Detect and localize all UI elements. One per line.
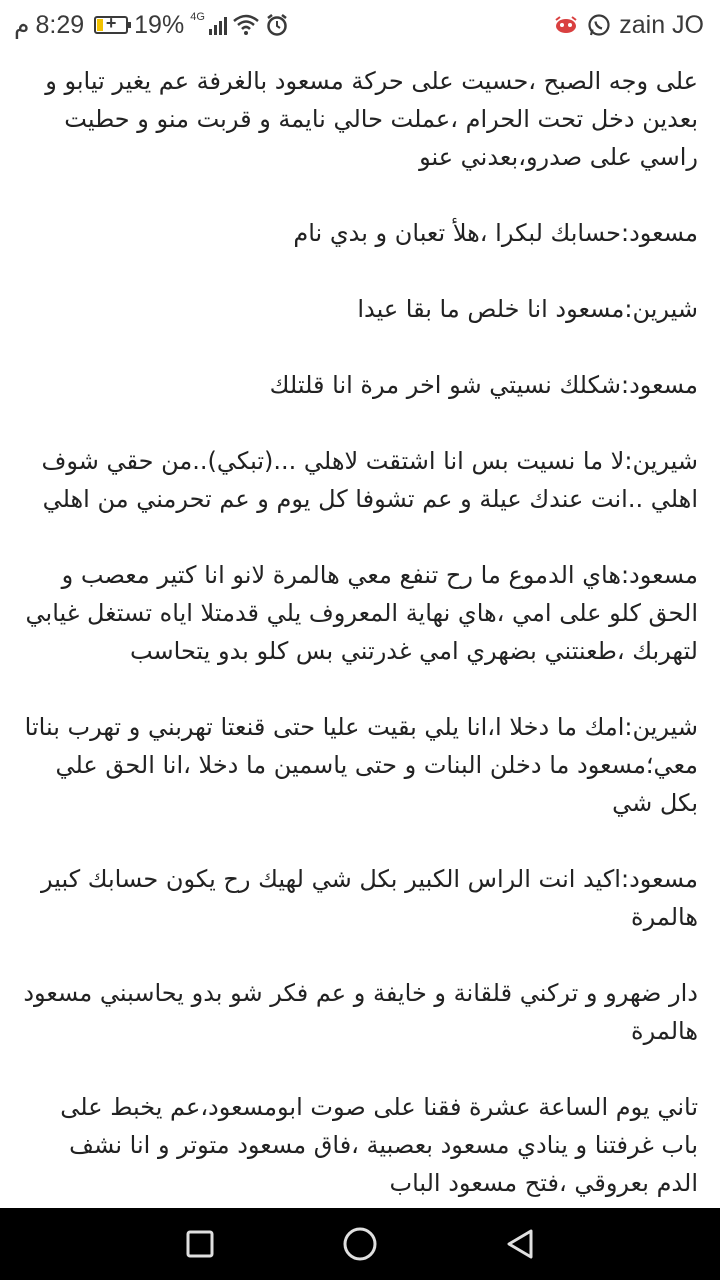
whatsapp-icon: [587, 13, 611, 37]
charging-plus-icon: +: [105, 13, 117, 33]
battery-icon: [94, 13, 128, 34]
clock: 8:29: [35, 10, 85, 39]
network-type: 4G: [190, 11, 205, 23]
paragraph: على وجه الصبح ،حسيت على حركة مسعود بالغرفة عم يغير تيابو و بعدين دخل تحت الحرام ،عملت حالي نايمة و قربت منو و حطيت راسي على صدرو،بعدني عنو: [45, 67, 698, 171]
notification-icon: [553, 14, 579, 36]
am-pm-indicator: م: [14, 11, 30, 39]
square-icon: [185, 1229, 215, 1259]
paragraph: مسعود:هاي الدموع ما رح تنفع معي هالمرة لانو انا كتير معصب و الحق كلو على امي ،هاي نهاية المعروف يلي قدمتلا اياه تستغل غيابي لتهربك ،طعنتني بضهري امي غدرتني بس كلو بدو يتحاسب: [25, 561, 698, 665]
wifi-icon: [233, 14, 259, 36]
paragraph: شيرين:امك ما دخلا ا،انا يلي بقيت عليا حتى قنعتا تهربني و تهرب بناتا معي؛مسعود ما دخلن البنات و حتى ياسمين ما دخلا ،انا الحق علي بكل شي: [24, 713, 698, 817]
recent-apps-button[interactable]: [140, 1208, 260, 1280]
paragraph: شيرين:لا ما نسيت بس انا اشتقت لاهلي ...(تبكي)..من حقي شوف اهلي ..انت عندك عيلة و عم تشوفا كل يوم و عم تحرمني من اهلي: [41, 447, 698, 513]
paragraph: مسعود:حسابك لبكرا ،هلأ تعبان و بدي نام: [293, 219, 698, 247]
battery-percent: 19%: [134, 10, 185, 39]
paragraph: دار ضهرو و تركني قلقانة و خايفة و عم فكر شو بدو يحاسبني مسعود هالمرة: [23, 979, 698, 1045]
signal-icon: [209, 15, 227, 35]
home-button[interactable]: [300, 1208, 420, 1280]
carrier-name: zain JO: [619, 10, 704, 39]
navigation-bar: [0, 1208, 720, 1280]
paragraph: مسعود:اكيد انت الراس الكبير بكل شي لهيك رح يكون حسابك كبير هالمرة: [40, 865, 698, 931]
paragraph: تاني يوم الساعة عشرة فقنا على صوت ابومسعود،عم يخبط على باب غرفتنا و ينادي مسعود بعصبية ،فاق مسعود متوتر و انا نشف الدم بعروقي ،فتح مسعود الباب: [60, 1093, 698, 1197]
status-bar: [0, 0, 720, 50]
paragraph: شيرين:مسعود انا خلص ما بقا عيدا: [357, 295, 698, 323]
triangle-back-icon: [503, 1227, 537, 1261]
back-button[interactable]: [460, 1208, 580, 1280]
status-left-group: [14, 0, 289, 50]
alarm-icon: [265, 13, 289, 37]
story-text[interactable]: [22, 62, 698, 1208]
circle-icon: [342, 1226, 378, 1262]
status-right-group: [553, 0, 704, 50]
paragraph: مسعود:شكلك نسيتي شو اخر مرة انا قلتلك: [269, 371, 698, 399]
